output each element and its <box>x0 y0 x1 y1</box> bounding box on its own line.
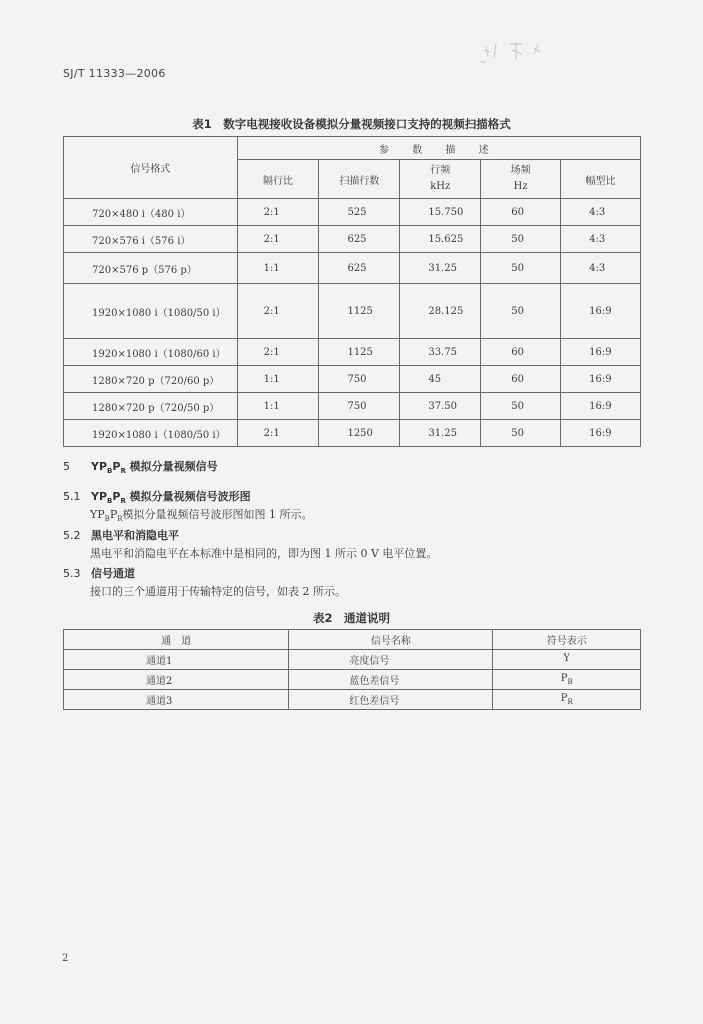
channel-description-table <box>63 629 641 710</box>
cell-ratio: 2:1 <box>237 284 319 339</box>
header-signal-format: 信号格式 <box>64 137 238 199</box>
cell-hfreq: 15.750 <box>400 199 481 226</box>
table-row <box>64 650 641 670</box>
section-number: 5.2 <box>63 529 81 542</box>
cell-lines: 1125 <box>319 339 400 366</box>
cell-hfreq: 45 <box>400 366 481 393</box>
header-scan-lines: 扫描行数 <box>319 160 400 199</box>
table2-caption: 表2 通道说明 <box>312 611 390 625</box>
table-row <box>64 366 641 393</box>
section-number: 5.3 <box>63 567 81 580</box>
cell-format: 1920×1080 i（1080/60 i） <box>64 339 238 366</box>
table-row <box>64 690 641 710</box>
cell-channel: 通道2 <box>64 670 289 690</box>
section-5-2-heading <box>63 527 179 543</box>
cell-vfreq: 60 <box>481 199 561 226</box>
cell-vfreq: 60 <box>481 339 561 366</box>
table-row <box>64 339 641 366</box>
cell-aspect: 16:9 <box>561 420 641 447</box>
table-row <box>64 226 641 253</box>
cell-lines: 750 <box>319 366 400 393</box>
section-5-2-text: 黑电平和消隐电平在本标准中是相同的，即为图 1 所示 0 V 电平位置。 <box>90 547 438 560</box>
cell-format: 1280×720 p（720/60 p） <box>64 366 238 393</box>
header-parameter-description: 参 数 描 述 <box>237 137 640 160</box>
cell-ratio: 1:1 <box>237 253 319 284</box>
cell-symbol: $P_R$ <box>493 690 641 710</box>
cell-lines: 1125 <box>319 284 400 339</box>
cell-hfreq: 28.125 <box>400 284 481 339</box>
cell-channel: 通道1 <box>64 650 289 670</box>
cell-format: 720×480 i（480 i） <box>64 199 238 226</box>
cell-aspect: 16:9 <box>561 284 641 339</box>
video-scan-format-table <box>63 136 641 447</box>
header-aspect-ratio: 幅型比 <box>561 160 641 199</box>
section-number: 5.1 <box>63 490 81 503</box>
cell-ratio: 2:1 <box>237 420 319 447</box>
cell-hfreq: 31.25 <box>400 253 481 284</box>
page-number: 2 <box>62 953 69 964</box>
header-interlace-ratio: 隔行比 <box>237 160 319 199</box>
header-hfreq-unit: kHz <box>430 181 451 192</box>
cell-signal-name: 亮度信号 <box>289 650 493 670</box>
cell-ratio: 1:1 <box>237 366 319 393</box>
cell-channel: 通道3 <box>64 690 289 710</box>
section-title: $YP_BP_R$ 模拟分量视频信号波形图 <box>91 490 251 506</box>
section-5-1-heading <box>63 488 251 505</box>
faint-stamp-mark <box>476 38 556 78</box>
cell-hfreq: 15.625 <box>400 226 481 253</box>
standard-code: SJ/T 11333—2006 <box>63 67 166 80</box>
cell-hfreq: 33.75 <box>400 339 481 366</box>
table-row <box>64 253 641 284</box>
header-vertical-frequency <box>481 160 561 199</box>
cell-aspect: 16:9 <box>561 393 641 420</box>
cell-ratio: 1:1 <box>237 393 319 420</box>
cell-hfreq: 31.25 <box>400 420 481 447</box>
cell-aspect: 4:3 <box>561 226 641 253</box>
cell-vfreq: 50 <box>481 226 561 253</box>
section-title: 信号通道 <box>91 567 135 580</box>
cell-lines: 625 <box>319 226 400 253</box>
section-title: 黑电平和消隐电平 <box>91 529 179 542</box>
cell-lines: 750 <box>319 393 400 420</box>
cell-lines: 1250 <box>319 420 400 447</box>
cell-vfreq: 50 <box>481 284 561 339</box>
cell-aspect: 16:9 <box>561 366 641 393</box>
cell-vfreq: 50 <box>481 253 561 284</box>
section-title: $YP_BP_R$ 模拟分量视频信号 <box>91 460 218 476</box>
cell-signal-name: 蓝色差信号 <box>289 670 493 690</box>
cell-signal-name: 红色差信号 <box>289 690 493 710</box>
cell-aspect: 4:3 <box>561 253 641 284</box>
header-symbol: 符号表示 <box>493 630 641 650</box>
cell-symbol: Y <box>493 650 641 670</box>
table-row <box>64 420 641 447</box>
header-channel: 通 道 <box>64 630 289 650</box>
cell-vfreq: 50 <box>481 393 561 420</box>
cell-ratio: 2:1 <box>237 339 319 366</box>
cell-format: 1920×1080 i（1080/50 i） <box>64 284 238 339</box>
cell-symbol: $P_B$ <box>493 670 641 690</box>
header-signal-name: 信号名称 <box>289 630 493 650</box>
cell-format: 720×576 p（576 p） <box>64 253 238 284</box>
cell-format: 720×576 i（576 i） <box>64 226 238 253</box>
header-horizontal-frequency <box>400 160 481 199</box>
cell-format: 1920×1080 i（1080/50 i） <box>64 420 238 447</box>
table-row <box>64 393 641 420</box>
header-vfreq-label: 场频 <box>510 165 531 176</box>
cell-aspect: 16:9 <box>561 339 641 366</box>
table-row <box>64 284 641 339</box>
section-5-3-heading <box>63 565 135 581</box>
cell-vfreq: 60 <box>481 366 561 393</box>
header-hfreq-label: 行频 <box>430 165 451 176</box>
cell-ratio: 2:1 <box>237 226 319 253</box>
cell-hfreq: 37.50 <box>400 393 481 420</box>
cell-vfreq: 50 <box>481 420 561 447</box>
section-5-3-text: 接口的三个通道用于传输特定的信号，如表 2 所示。 <box>90 585 346 598</box>
cell-format: 1280×720 p（720/50 p） <box>64 393 238 420</box>
cell-ratio: 2:1 <box>237 199 319 226</box>
section-number: 5 <box>63 460 70 473</box>
header-vfreq-unit: Hz <box>513 181 528 192</box>
table1-caption: 表1 数字电视接收设备模拟分量视频接口支持的视频扫描格式 <box>192 117 511 131</box>
table-row <box>64 199 641 226</box>
section-5-heading <box>63 458 218 475</box>
table-row <box>64 670 641 690</box>
section-5-1-text: $YP_BP_R$模拟分量视频信号波形图如图 1 所示。 <box>90 508 313 524</box>
cell-aspect: 4:3 <box>561 199 641 226</box>
cell-lines: 525 <box>319 199 400 226</box>
cell-lines: 625 <box>319 253 400 284</box>
